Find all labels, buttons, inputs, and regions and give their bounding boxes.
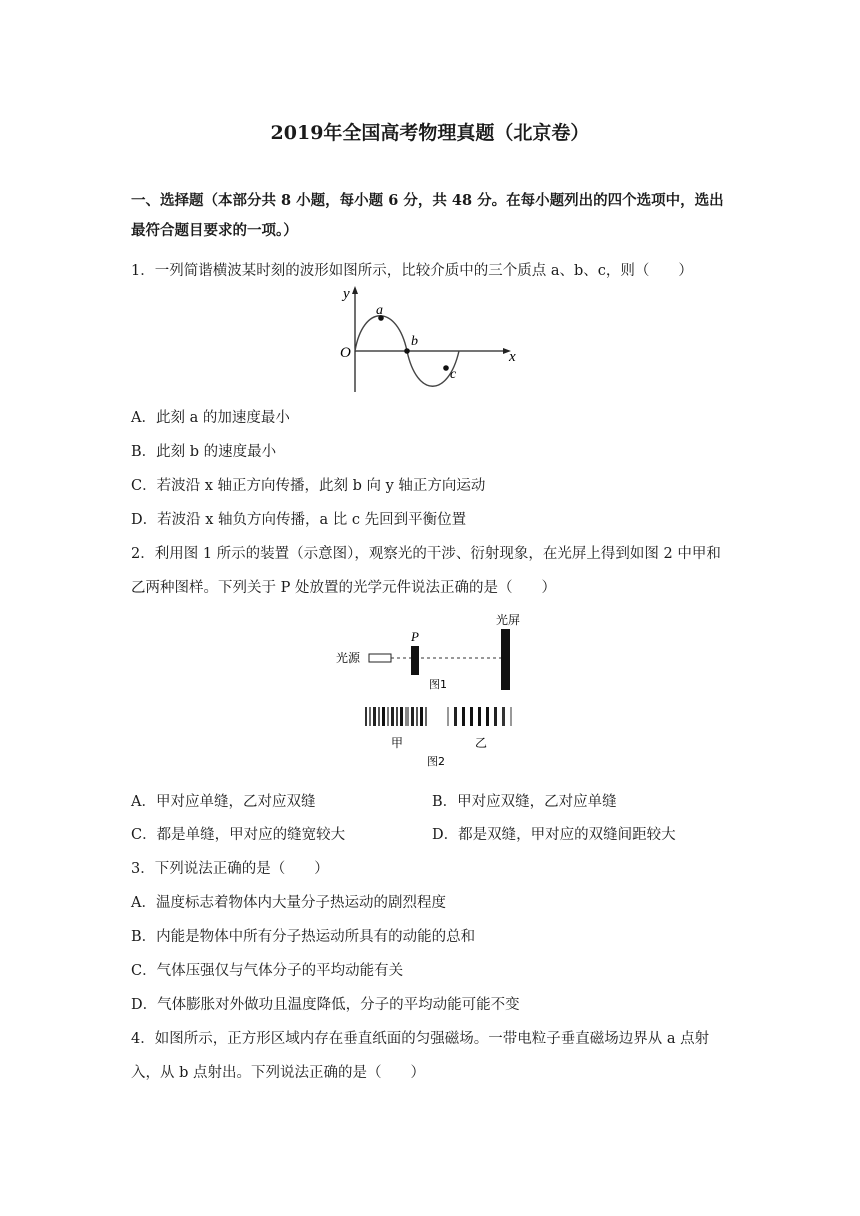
section-heading-line-2: 最符合题目要求的一项。） <box>131 222 298 239</box>
label-yi: 乙 <box>475 736 488 750</box>
q2-option-a: A．甲对应单缝，乙对应双缝 <box>131 794 316 810</box>
label-y: y <box>343 286 350 302</box>
q1-option-d: D．若波沿 x 轴负方向传播，a 比 c 先回到平衡位置 <box>131 512 467 528</box>
label-jia: 甲 <box>391 736 404 750</box>
q3-option-a: A．温度标志着物体内大量分子热运动的剧烈程度 <box>131 895 446 911</box>
q1-stem: 1．一列简谐横波某时刻的波形如图所示，比较介质中的三个质点 a、b、c，则（ ） <box>131 263 693 279</box>
q1-wave-figure <box>335 282 525 394</box>
label-fig1: 图1 <box>429 678 447 691</box>
label-fig2: 图2 <box>427 755 445 768</box>
q2-apparatus-figure <box>330 606 530 772</box>
q1-option-b: B．此刻 b 的速度最小 <box>131 444 277 460</box>
q2-option-b: B．甲对应双缝，乙对应单缝 <box>432 794 617 810</box>
label-o: O <box>340 345 351 361</box>
q1-option-c: C．若波沿 x 轴正方向传播，此刻 b 向 y 轴正方向运动 <box>131 478 486 494</box>
pattern-yi <box>447 707 512 726</box>
label-a: a <box>376 303 383 318</box>
q2-stem-line-2: 乙两种图样。下列关于 P 处放置的光学元件说法正确的是（ ） <box>131 580 556 596</box>
label-light-source: 光源 <box>336 651 361 665</box>
label-b: b <box>411 334 418 349</box>
q3-option-d: D．气体膨胀对外做功且温度降低，分子的平均动能可能不变 <box>131 997 520 1013</box>
light-screen <box>501 629 510 690</box>
label-x: x <box>509 349 516 365</box>
q3-option-c: C．气体压强仅与气体分子的平均动能有关 <box>131 963 404 979</box>
pattern-jia <box>365 707 427 726</box>
q2-stem-line-1: 2．利用图 1 所示的装置（示意图），观察光的干涉、衍射现象，在光屏上得到如图 2 中甲和 <box>131 546 721 562</box>
section-heading-line-1: 一、选择题（本部分共 8 小题，每小题 6 分，共 48 分。在每小题列出的四个选项中，选出 <box>131 192 724 209</box>
point-c <box>443 365 449 371</box>
point-b <box>404 348 410 354</box>
p-element <box>411 646 419 675</box>
q1-option-a: A．此刻 a 的加速度最小 <box>131 410 290 426</box>
q4-stem-line-2: 入，从 b 点射出。下列说法正确的是（ ） <box>131 1065 425 1081</box>
label-c: c <box>450 367 457 382</box>
q3-stem: 3．下列说法正确的是（ ） <box>131 861 329 877</box>
section-heading <box>131 186 741 246</box>
q2-option-d: D．都是双缝，甲对应的双缝间距较大 <box>432 827 676 843</box>
y-axis-arrow <box>352 286 358 294</box>
q4-stem-line-1: 4．如图所示，正方形区域内存在垂直纸面的匀强磁场。一带电粒子垂直磁场边界从 a 点射 <box>131 1031 710 1047</box>
light-source-box <box>369 654 391 662</box>
page-title: 2019年全国高考物理真题（北京卷） <box>270 122 590 144</box>
q2-option-c: C．都是单缝，甲对应的缝宽较大 <box>131 827 346 843</box>
label-p: P <box>411 629 419 644</box>
label-screen: 光屏 <box>496 613 521 627</box>
q3-option-b: B．内能是物体中所有分子热运动所具有的动能的总和 <box>131 929 476 945</box>
